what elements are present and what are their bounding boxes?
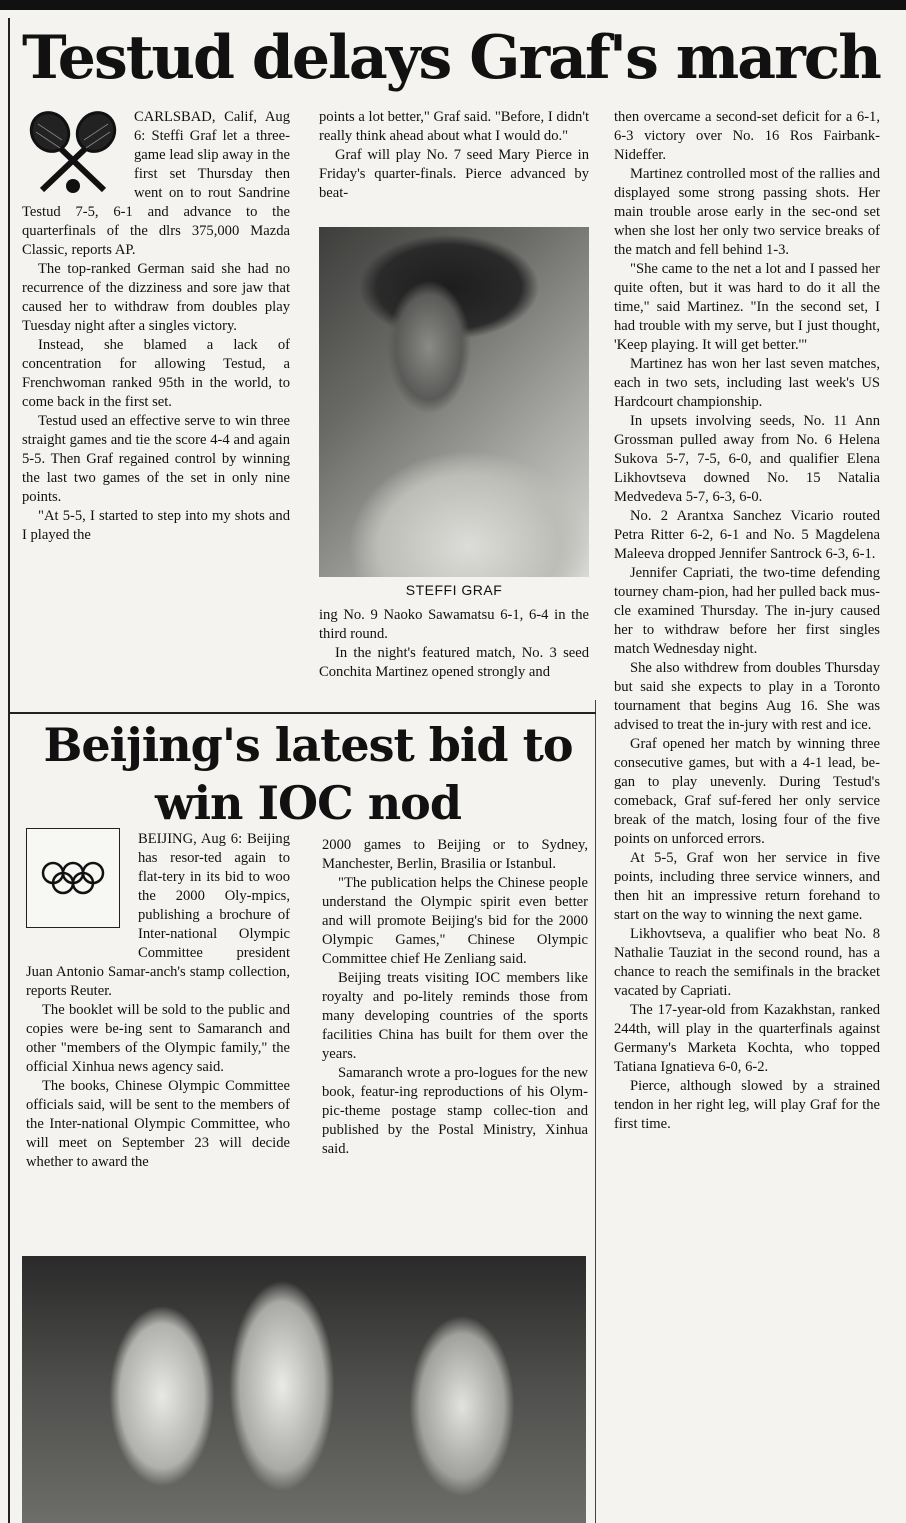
article1-paragraph: At 5-5, Graf won her service in five points, including three service winners, and then hit an impressive return forehand to start on the way to winning the next game. (614, 850, 880, 923)
article1-paragraph: Martinez controlled most of the rallies and displayed some strong passing shots. Her main trouble arose early in the sec-ond set when she lost her only two service breaks of the match and fell behind 1-3. (614, 166, 880, 258)
steffi-graf-photo (319, 227, 589, 577)
article1-column-2-bottom (319, 606, 589, 702)
article1-paragraph: CARLSBAD, Calif, Aug 6: Steffi Graf let a three-game lead slip away in the first set Thursday then went on to rout Sandrine Testud 7-5, 6-1 and advance to the quarterfinals of the dlrs 375,000 Mazda Classic, reports AP. (22, 109, 290, 258)
article1-paragraph: Martinez has won her last seven matches, each in two sets, including last week's US Hardcourt championship. (614, 356, 880, 410)
article1-paragraph: The top-ranked German said she had no recurrence of the dizziness and sore jaw that caused her to withdraw from doubles play Tuesday night after a singles victory. (22, 261, 290, 334)
photo-caption: STEFFI GRAF (405, 582, 503, 598)
article1-paragraph: then overcame a second-set deficit for a 6-1, 6-3 victory over No. 16 Ros Fairbank-Nideffer. (614, 109, 880, 163)
article2-paragraph: The books, Chinese Olympic Committee officials said, will be sent to the members of the Inter-national Olympic Committee, who will meet on September 23 will decide whether to award the (26, 1078, 290, 1170)
article1-column-1 (22, 108, 290, 698)
article1-paragraph: ing No. 9 Naoko Sawamatsu 6-1, 6-4 in the third round. (319, 607, 589, 642)
article1-paragraph: Jennifer Capriati, the two-time defending tourney cham-pion, had her pulled back mus-cle examined Thursday. The in-jury caused her to withdraw before her first singles match Wednesday night. (614, 565, 880, 657)
column-rule-right (595, 700, 596, 1523)
article1-headline: Testud delays Graf's march (22, 23, 880, 93)
article2-paragraph: BEIJING, Aug 6: Beijing has resor-ted again to flat-tery in its bid to woo the 2000 Oly-mpics, publishing a brochure of Inter-national Olympic Committee president Juan Antonio Samar-anch's stamp collection, reports Reuter. (26, 831, 290, 999)
article1-paragraph: In the night's featured match, No. 3 seed Conchita Martinez opened strongly and (319, 645, 589, 680)
article2-headline: Beijing's latest bid to win IOC nod (43, 718, 573, 830)
article2-paragraph: "The publication helps the Chinese people understand the Olympic spirit even better and will promote Beijing's bid for the 2000 Olympic Games," Chinese Olympic Committee chief He Zenliang said. (322, 875, 588, 967)
article1-paragraph: points a lot better," Graf said. "Before, I didn't really think ahead about what I would do." (319, 109, 589, 144)
chinese-dancers-photo (22, 1256, 586, 1523)
article1-paragraph: Graf opened her match by winning three consecutive games, but with a 4-1 lead, be-gan to play unevenly. During Testud's comeback, Graf suf-fered her only service break of the match, losing four of the five points on unforced errors. (614, 736, 880, 847)
article1-paragraph: She also withdrew from doubles Thursday but said she expects to play in a Toronto tournament that begins Aug 16. She was advised to treat the in-jury with rest and ice. (614, 660, 880, 733)
article1-paragraph: "She came to the net a lot and I passed her quite often, but it was hard to do it all the time," said Martinez. "In the second set, I had trouble with my serve, but I just thought, 'Keep playing. It will get better.'" (614, 261, 880, 353)
article1-paragraph: Testud used an effective serve to win three straight games and tie the score 4-4 and again 5-5. Then Graf regained control by winning the last two games of the set in only nine points. (22, 413, 290, 505)
article1-paragraph: Instead, she blamed a lack of concentration for allowing Testud, a Frenchwoman ranked 95th in the world, to come back in the first set. (22, 337, 290, 410)
article2-paragraph: Beijing treats visiting IOC members like royalty and po-litely reminds those from many developing countries of the sports facilities China has built for them over the years. (322, 970, 588, 1062)
article2-paragraph: Samaranch wrote a pro-logues for the new book, featur-ing reproductions of his Olym-pic-theme postage stamp collec-tion and published by the Postal Ministry, Xinhua said. (322, 1065, 588, 1157)
article2-paragraph: The booklet will be sold to the public and copies were be-ing sent to Samaranch and other "members of the Olympic family," the official Xinhua news agency said. (26, 1002, 290, 1075)
article1-column-2-top (319, 108, 589, 226)
article1-column-3 (614, 108, 880, 1522)
article1-paragraph: Likhovtseva, a qualifier who beat No. 8 Nathalie Tauziat in the second round, has a chance to reach the semifinals in the bracket vacated by Capriati. (614, 926, 880, 999)
article2-paragraph: 2000 games to Beijing or to Sydney, Manchester, Berlin, Brasilia or Istanbul. (322, 837, 588, 872)
article2-column-1 (26, 830, 290, 1256)
article1-paragraph: Pierce, although slowed by a strained tendon in her right leg, will play Graf for the first time. (614, 1078, 880, 1132)
article1-paragraph: The 17-year-old from Kazakhstan, ranked 244th, will play in the quarterfinals against Germany's Marketa Kochta, who topped Tatiana Ignatieva 6-0, 6-2. (614, 1002, 880, 1075)
article2-dateline: BEIJING, Aug 6: (138, 831, 243, 847)
column-rule-left (8, 18, 10, 1523)
article1-dateline: CARLSBAD, Calif, Aug 6: (134, 109, 290, 144)
article1-paragraph: In upsets involving seeds, No. 11 Ann Grossman pulled away from No. 6 Helena Sukova 5-7, 7-5, 6-0, and qualifier Elena Likhovtseva downed No. 15 Natalia Medvedeva 5-7, 6-3, 6-0. (614, 413, 880, 505)
article-divider (10, 712, 596, 714)
article2-column-2 (322, 836, 588, 1254)
article1-paragraph: No. 2 Arantxa Sanchez Vicario routed Petra Ritter 6-2, 6-1 and No. 5 Magdelena Maleeva dropped Jennifer Santrock 6-3, 6-1. (614, 508, 880, 562)
article1-paragraph: "At 5-5, I started to step into my shots and I played the (22, 508, 290, 543)
top-rule (0, 0, 906, 10)
article1-paragraph: Graf will play No. 7 seed Mary Pierce in Friday's quarter-finals. Pierce advanced by beat- (319, 147, 589, 201)
